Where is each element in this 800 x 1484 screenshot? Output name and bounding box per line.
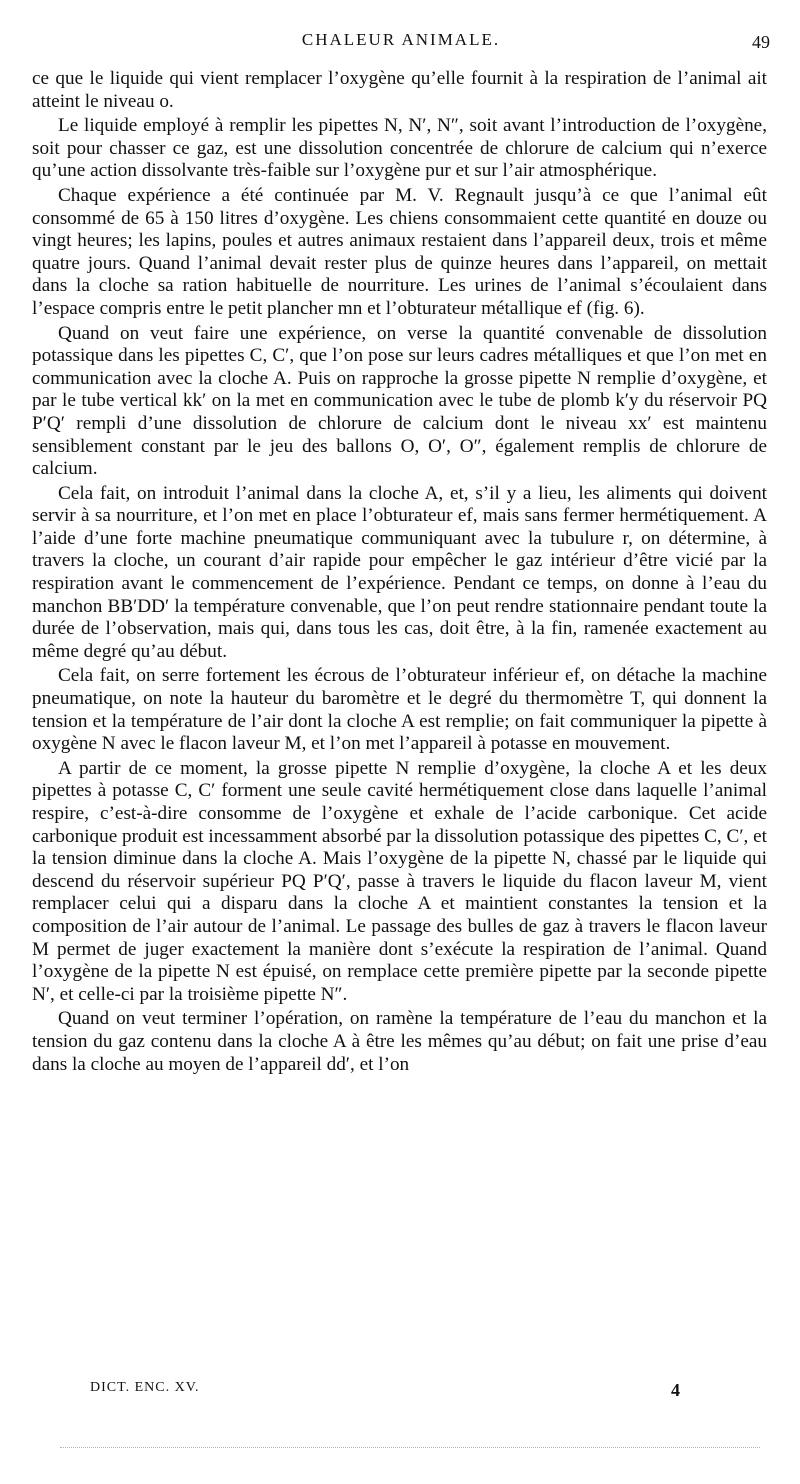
paragraph: Le liquide employé à remplir les pipettes N, N′, N″, soit avant l’introduction de l’oxygène, soit pour chasser ce gaz, est une dissolution concentrée de chlorure de calcium qui n’exerce qu’une action dissolvante très-faible sur l’oxygène pur et sur l’air atmosphérique.	[32, 115, 767, 182]
page-header	[32, 30, 770, 60]
body-text	[32, 68, 767, 1076]
page-footer	[90, 1380, 680, 1420]
paragraph: Quand on veut faire une expérience, on verse la quantité convenable de dissolution potassique dans les pipettes C, C′, que l’on pose sur leurs cadres métalliques et que l’on met en communication avec la cloche A. Puis on rapproche la grosse pipette N remplie d’oxygène, et par le tube vertical kk′ on la met en communication avec le tube de plomb k′y du réservoir PQ P′Q′ rempli d’une dissolution de chlorure de calcium dont le niveau xx′ est maintenu sensiblement constant par le jeu des ballons O, O′, O″, également remplis de chlorure de calcium.	[32, 322, 767, 480]
paragraph: Cela fait, on introduit l’animal dans la cloche A, et, s’il y a lieu, les aliments qui doivent servir à sa nourriture, et l’on met en place l’obturateur ef, mais sans fermer hermétiquement. A l’aide d’une forte machine pneumatique communiquant avec la tubulure r, on détermine, à travers la cloche, un courant d’air rapide pour empêcher le gaz intérieur d’être vicié par la respiration avant le commencement de l’expérience. Pendant ce temps, on donne à l’eau du manchon BB′DD′ la température convenable, que l’on peut rendre stationnaire pendant toute la durée de l’observation, mais qui, dans tous les cas, doit être, à la fin, ramenée exactement au même degré qu’au début.	[32, 482, 767, 662]
paragraph: ce que le liquide qui vient remplacer l’oxygène qu’elle fournit à la respiration de l’animal ait atteint le niveau o.	[32, 68, 767, 112]
paragraph: Chaque expérience a été continuée par M. V. Regnault jusqu’à ce que l’animal eût consommé de 65 à 150 litres d’oxygène. Les chiens consommaient cette quantité en douze ou vingt heures; les lapins, poules et autres animaux restaient dans l’appareil deux, trois et même quatre jours. Quand l’animal devait rester plus de quinze heures dans l’appareil, on mettait dans la cloche sa ration habituelle de nourriture. Les urines de l’animal s’écoulaient dans l’espace compris entre le petit plancher mn et l’obturateur métallique ef (fig. 6).	[32, 184, 767, 319]
paragraph: Quand on veut terminer l’opération, on ramène la température de l’eau du manchon et la tension du gaz contenu dans la cloche A à être les mêmes qu’au début; on fait une prise d’eau dans la cloche au moyen de l’appareil dd′, et l’on	[32, 1008, 767, 1075]
page-number: 49	[752, 32, 770, 52]
bleed-through-line	[60, 1447, 760, 1448]
signature-mark: DICT. ENC. XV.	[90, 1380, 200, 1395]
signature-number: 4	[671, 1380, 680, 1400]
paragraph: Cela fait, on serre fortement les écrous de l’obturateur inférieur ef, on détache la machine pneumatique, on note la hauteur du baromètre et le degré du thermomètre T, qui donnent la tension et la température de l’air dont la cloche A est remplie; on fait communiquer la pipette à oxygène N avec le flacon laveur M, et l’on met l’appareil à potasse en mouvement.	[32, 665, 767, 755]
paragraph: A partir de ce moment, la grosse pipette N remplie d’oxygène, la cloche A et les deux pipettes à potasse C, C′ forment une seule cavité hermétiquement close dans laquelle l’animal respire, c’est-à-dire consomme de l’oxygène et exhale de l’acide carbonique. Cet acide carbonique produit est incessamment absorbé par la dissolution potassique des pipettes C, C′, et la tension diminue dans la cloche A. Mais l’oxygène de la pipette N, chassé par le liquide qui descend du réservoir supérieur PQ P′Q′, passe à travers le liquide du flacon laveur M, vient remplacer celui qui a disparu dans la cloche A et maintient constantes la tension et la composition de l’air autour de l’animal. Le passage des bulles de gaz à travers le flacon laveur M permet de juger exactement la manière dont s’exécute la respiration de l’animal. Quand l’oxygène de la pipette N est épuisé, on remplace cette première pipette par la seconde pipette N′, et celle-ci par la troisième pipette N″.	[32, 757, 767, 1005]
running-title: CHALEUR ANIMALE.	[301, 30, 501, 49]
